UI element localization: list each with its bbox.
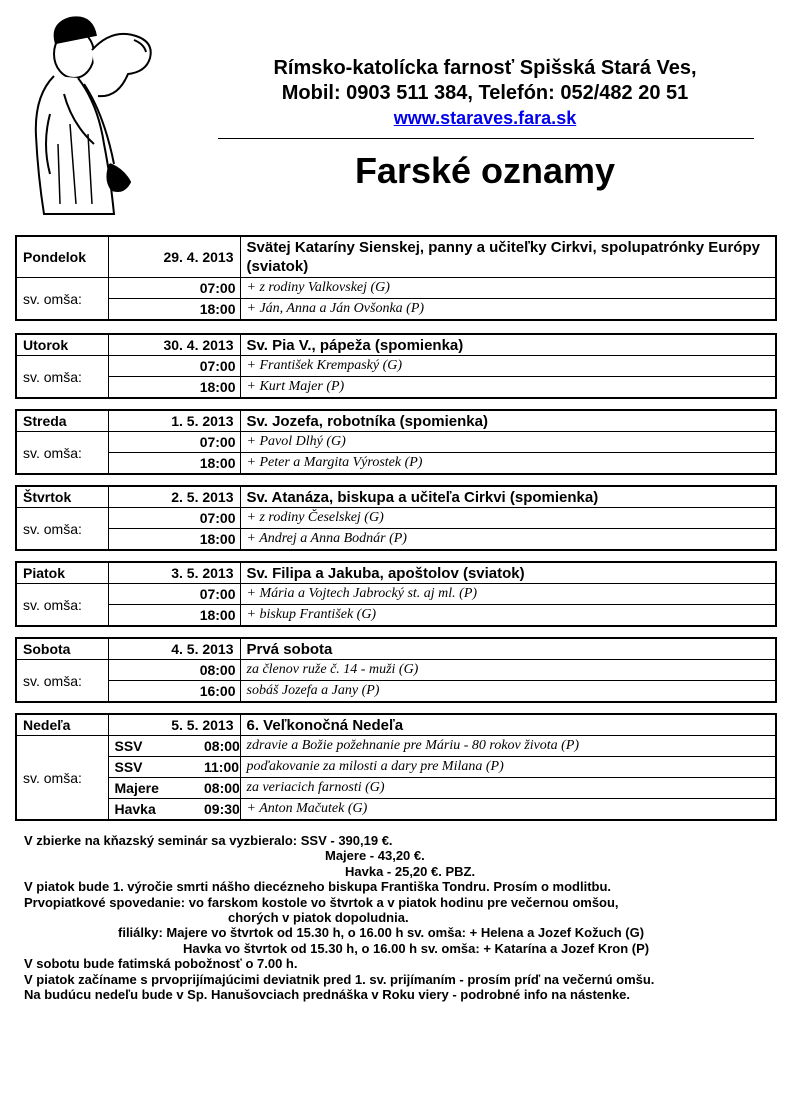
mass-time: 16:00	[108, 681, 240, 703]
mass-intention: + Ján, Anna a Ján Ovšonka (P)	[240, 299, 776, 321]
mass-intention: za veriacich farnosti (G)	[240, 778, 776, 799]
day-date: 1. 5. 2013	[108, 410, 240, 432]
day-name: Pondelok	[16, 236, 108, 278]
day-date: 3. 5. 2013	[108, 562, 240, 584]
mass-label: sv. omša:	[16, 432, 108, 475]
day-table-piatok	[15, 561, 777, 627]
mass-time: 07:00	[108, 356, 240, 377]
mass-intention: + Anton Mačutek (G)	[240, 799, 776, 821]
day-name: Utorok	[16, 334, 108, 356]
mass-time: 18:00	[108, 453, 240, 475]
day-date: 5. 5. 2013	[108, 714, 240, 736]
day-date: 2. 5. 2013	[108, 486, 240, 508]
note-line: V piatok začíname s prvoprijímajúcimi deviatnik pred 1. sv. prijímaním - prosím príď na večernú omšu.	[24, 971, 655, 987]
day-name: Streda	[16, 410, 108, 432]
note-line: V sobotu bude fatimská pobožnosť o 7.00 h.	[24, 956, 298, 972]
feast-title: Sv. Atanáza, biskupa a učiteľa Cirkvi (spomienka)	[240, 486, 776, 508]
mass-intention: + Andrej a Anna Bodnár (P)	[240, 529, 776, 551]
mass-time: 07:00	[108, 584, 240, 605]
mass-place: Havka	[108, 799, 198, 821]
parish-name: Rímsko-katolícka farnosť Spišská Stará Ves,	[273, 57, 697, 79]
website-link[interactable]: www.staraves.fara.sk	[393, 108, 577, 128]
mass-time: 11:00	[198, 757, 240, 778]
phone-line: Mobil: 0903 511 384, Telefón: 052/482 20 51	[281, 82, 689, 104]
mass-intention: zdravie a Božie požehnanie pre Máriu - 80 rokov života (P)	[240, 736, 776, 757]
feast-title: 6. Veľkonočná Nedeľa	[240, 714, 776, 736]
mass-label: sv. omša:	[16, 356, 108, 399]
mass-intention: + z rodiny Valkovskej (G)	[240, 278, 776, 299]
note-line: chorých v piatok dopoludnia.	[228, 910, 409, 926]
note-line: V zbierke na kňazský seminár sa vyzbieralo: SSV - 390,19 €.	[24, 833, 393, 848]
mass-intention: poďakovanie za milosti a dary pre Milana (P)	[240, 757, 776, 778]
mass-time: 18:00	[108, 529, 240, 551]
mass-label: sv. omša:	[16, 584, 108, 627]
feast-title: Svätej Kataríny Sienskej, panny a učiteľky Cirkvi, spolupatrónky Európy (sviatok)	[240, 236, 776, 278]
note-line: Prvopiatkové spovedanie: vo farskom kostole vo štvrtok a v piatok hodinu pre večernou omšou,	[24, 894, 619, 910]
mass-time: 07:00	[108, 432, 240, 453]
day-table-nedela	[15, 713, 777, 821]
day-table-sobota	[15, 637, 777, 703]
mass-place: SSV	[108, 736, 198, 757]
mass-intention: + Peter a Margita Výrostek (P)	[240, 453, 776, 475]
day-date: 30. 4. 2013	[108, 334, 240, 356]
mass-time: 07:00	[108, 278, 240, 299]
mass-intention: za členov ruže č. 14 - muži (G)	[240, 660, 776, 681]
announcements	[24, 833, 764, 1002]
mass-time: 18:00	[108, 299, 240, 321]
mass-place: SSV	[108, 757, 198, 778]
note-line: V piatok bude 1. výročie smrti nášho diecézneho biskupa Františka Tondru. Prosím o modlitbu.	[24, 879, 612, 895]
note-line: Havka vo štvrtok od 15.30 h, o 16.00 h sv. omša: + Katarína a Jozef Kron (P)	[183, 940, 650, 956]
mass-intention: + Pavol Dlhý (G)	[240, 432, 776, 453]
day-date: 4. 5. 2013	[108, 638, 240, 660]
mass-time: 08:00	[108, 660, 240, 681]
mass-time: 18:00	[108, 605, 240, 627]
mass-intention: + z rodiny Česelskej (G)	[240, 508, 776, 529]
day-date: 29. 4. 2013	[108, 236, 240, 278]
day-name: Štvrtok	[16, 486, 108, 508]
note-line: Na budúcu nedeľu bude v Sp. Hanušovciach prednáška v Roku viery - podrobné info na nástenke.	[24, 987, 631, 1003]
mass-label: sv. omša:	[16, 736, 108, 821]
day-table-pondelok	[15, 235, 777, 321]
note-line: filiálky: Majere vo štvrtok od 15.30 h, o 16.00 h sv. omša: + Helena a Jozef Kožuch (G)	[118, 925, 645, 941]
good-shepherd-logo	[14, 14, 160, 218]
day-name: Sobota	[16, 638, 108, 660]
note-line: Majere - 43,20 €.	[325, 848, 425, 864]
mass-time: 08:00	[198, 778, 240, 799]
mass-time: 09:30	[198, 799, 240, 821]
note-line: Havka - 25,20 €. PBZ.	[345, 863, 476, 879]
mass-intention: + František Krempaský (G)	[240, 356, 776, 377]
mass-label: sv. omša:	[16, 660, 108, 703]
mass-intention: + Kurt Majer (P)	[240, 377, 776, 399]
mass-intention: sobáš Jozefa a Jany (P)	[240, 681, 776, 703]
mass-time: 07:00	[108, 508, 240, 529]
feast-title: Sv. Filipa a Jakuba, apoštolov (sviatok)	[240, 562, 776, 584]
mass-intention: + Mária a Vojtech Jabrocký st. aj ml. (P)	[240, 584, 776, 605]
mass-place: Majere	[108, 778, 198, 799]
mass-time: 08:00	[198, 736, 240, 757]
feast-title: Sv. Jozefa, robotníka (spomienka)	[240, 410, 776, 432]
day-name: Nedeľa	[16, 714, 108, 736]
header-divider	[218, 138, 754, 139]
mass-time: 18:00	[108, 377, 240, 399]
mass-intention: + biskup František (G)	[240, 605, 776, 627]
mass-label: sv. omša:	[16, 278, 108, 321]
mass-label: sv. omša:	[16, 508, 108, 551]
day-name: Piatok	[16, 562, 108, 584]
page-title: Farské oznamy	[354, 150, 616, 191]
day-table-utorok	[15, 333, 777, 399]
day-table-streda	[15, 409, 777, 475]
day-table-stvrtok	[15, 485, 777, 551]
feast-title: Sv. Pia V., pápeža (spomienka)	[240, 334, 776, 356]
feast-title: Prvá sobota	[240, 638, 776, 660]
